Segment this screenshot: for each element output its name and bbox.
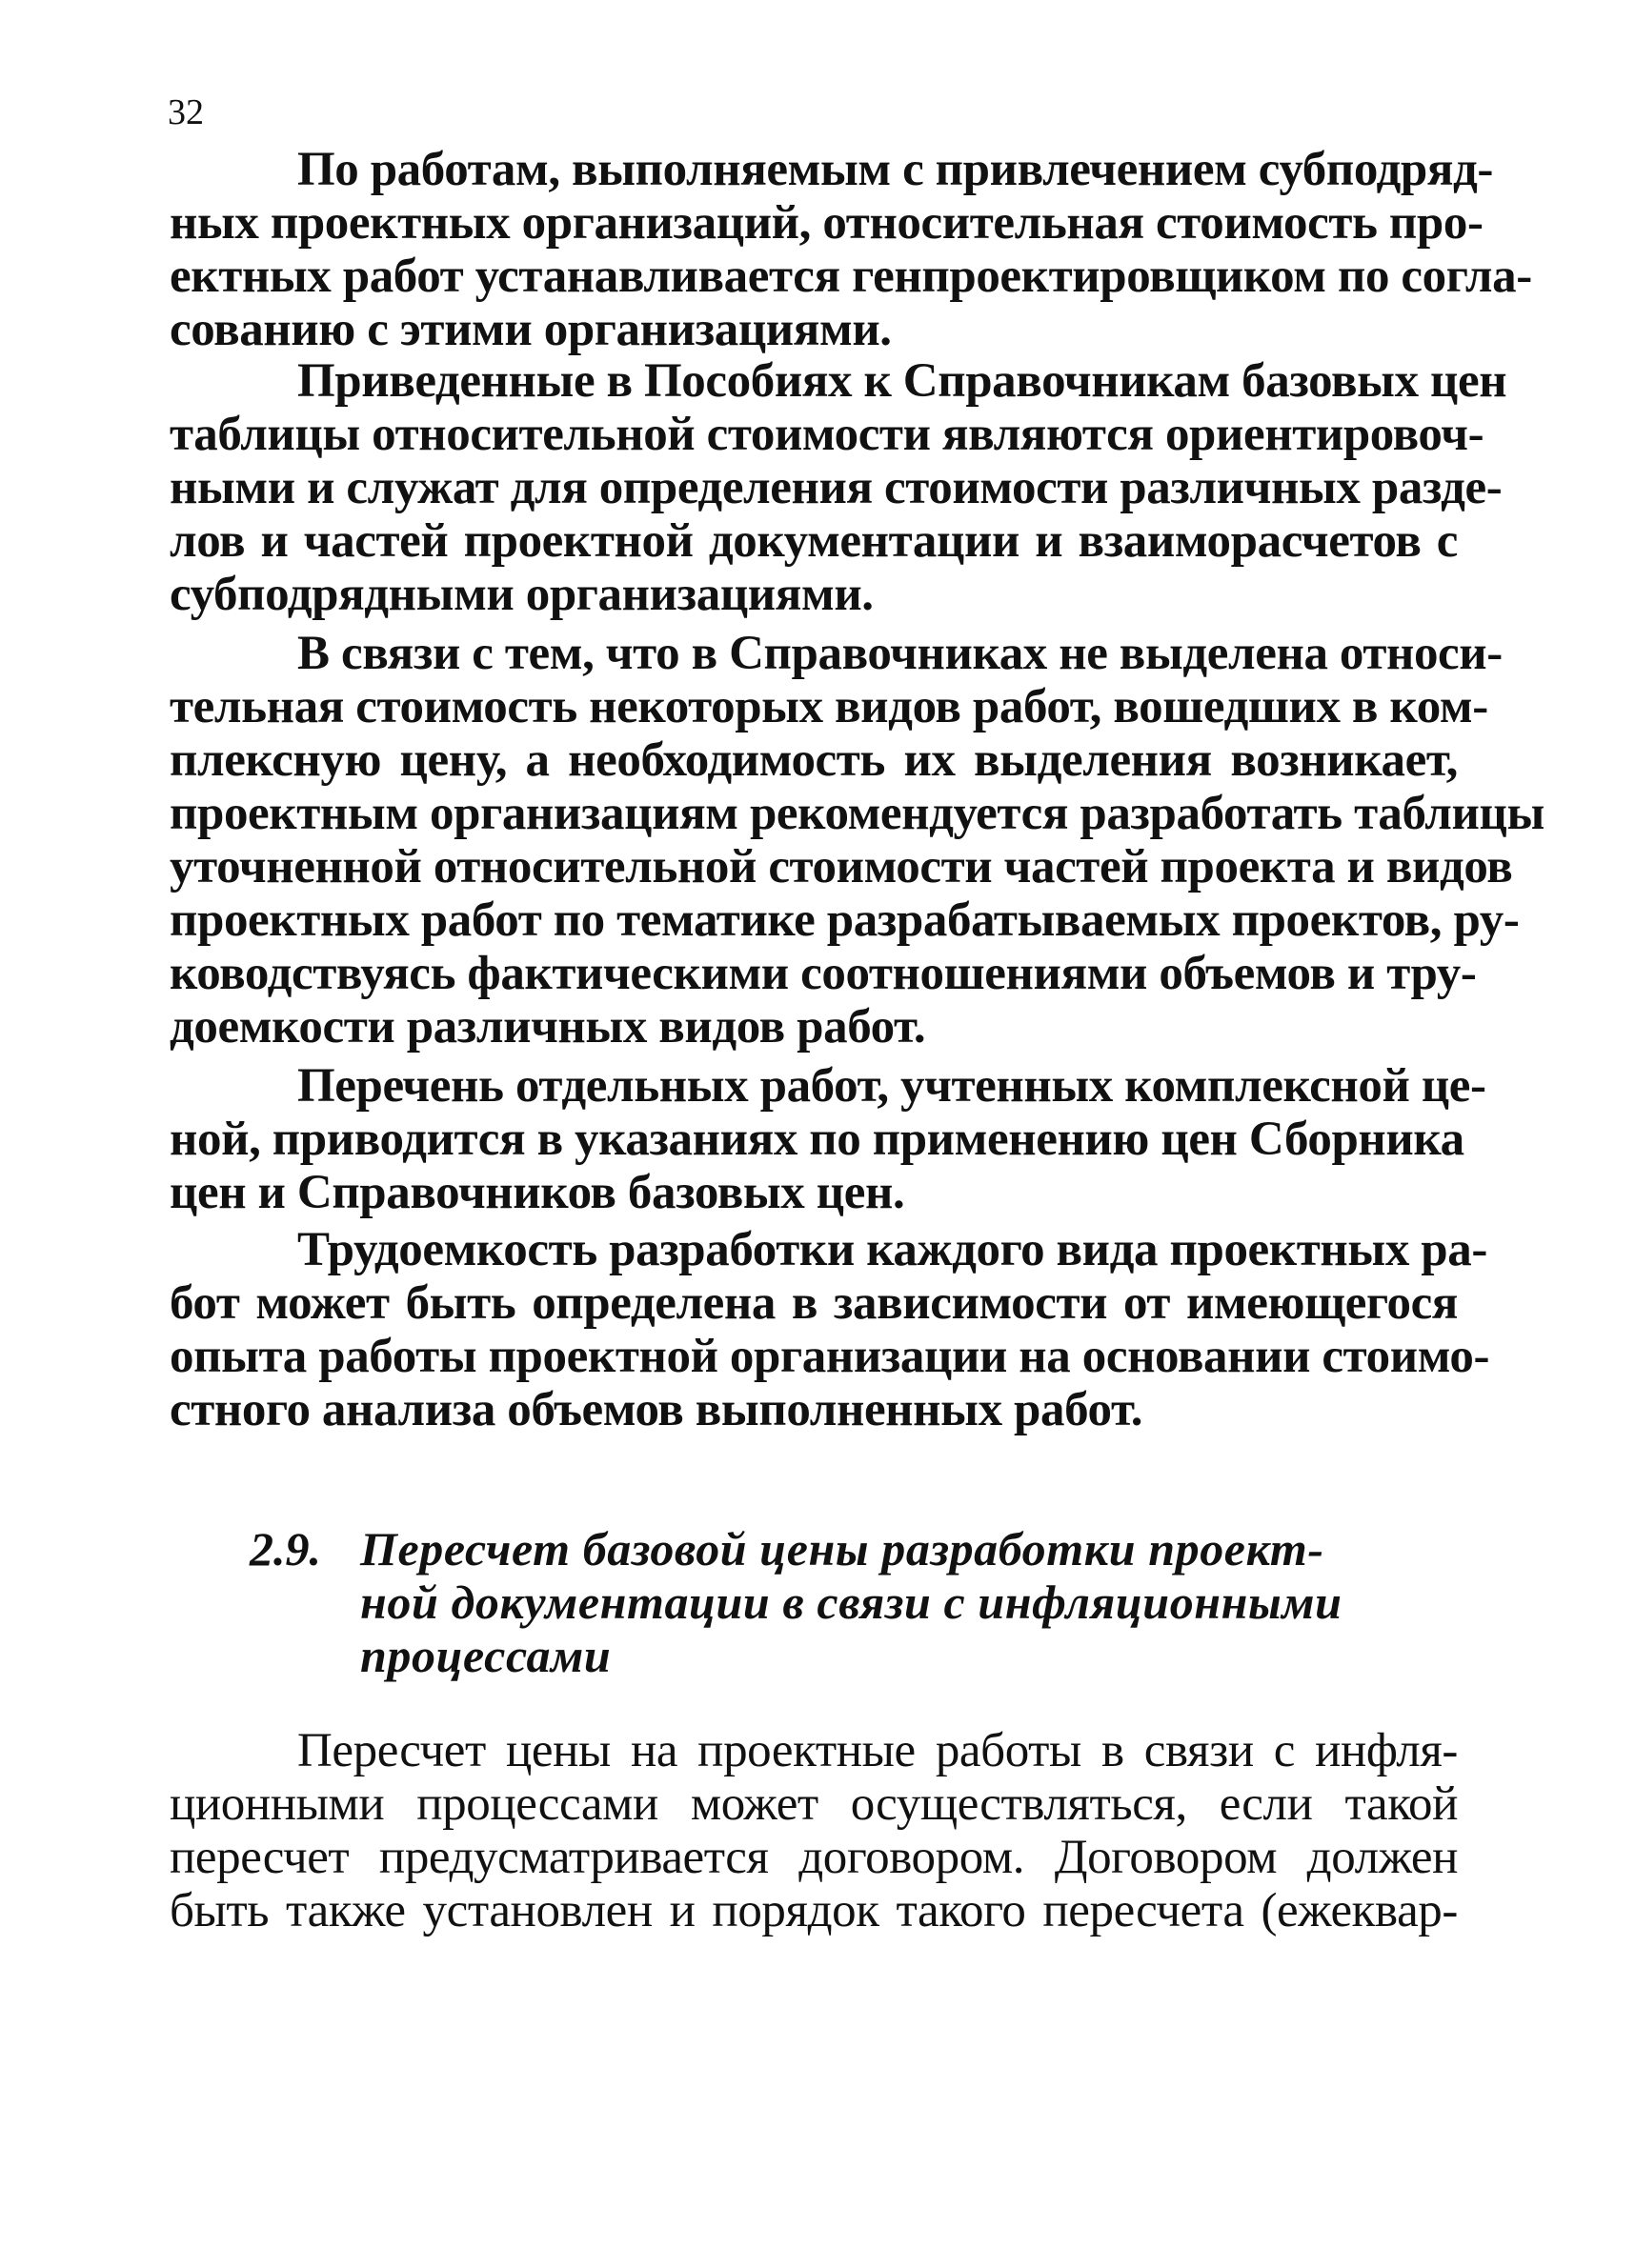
paragraph-line: Приведенные в Пособиях к Справочникам базовых цен — [297, 354, 1507, 408]
paragraph-line: проектным организациям рекомендуется разработать таблицы — [170, 787, 1544, 840]
paragraph-line: Перечень отдельных работ, учтенных комплексной це- — [297, 1059, 1486, 1113]
paragraph-line: В связи с тем, что в Справочниках не выделена относи- — [297, 627, 1503, 680]
paragraph-line: цен и Справочников базовых цен. — [170, 1166, 905, 1219]
paragraph-5 — [170, 1223, 1490, 1436]
section-title-line: Пересчет базовой цены разработки проект- — [360, 1522, 1324, 1576]
paragraph-2 — [170, 354, 1507, 621]
paragraph-line: ных проектных организаций, относительная стоимость про- — [170, 196, 1484, 250]
paragraph-line: По работам, выполняемым с привлечением субподряд- — [297, 143, 1494, 196]
paragraph-line: стного анализа объемов выполненных работ. — [170, 1383, 1143, 1436]
paragraph-line: ными и служат для определения стоимости различных разде- — [170, 461, 1503, 514]
section-number: 2.9. — [250, 1522, 321, 1576]
paragraph-4 — [170, 1059, 1486, 1219]
section-title-line: ной документации в связи с инфляционными — [360, 1576, 1342, 1629]
paragraph-line: плексную цену, а необходимость их выделения возникает, — [170, 733, 1458, 787]
paragraph-line: уточненной относительной стоимости частей проекта и видов — [170, 840, 1513, 893]
paragraph-line: тельная стоимость некоторых видов работ, вошедших в ком- — [170, 680, 1488, 733]
paragraph-line: Трудоемкость разработки каждого вида проектных ра- — [297, 1223, 1487, 1276]
paragraph-3 — [170, 627, 1544, 1054]
paragraph-line: опыта работы проектной организации на основании стоимо- — [170, 1330, 1490, 1383]
paragraph-section-body — [170, 1724, 1458, 1937]
paragraph-line: сованию с этими организациями. — [170, 303, 892, 356]
section-title — [360, 1522, 1342, 1682]
paragraph-line: Пересчет цены на проектные работы в связи с инфля- — [297, 1724, 1458, 1777]
section-title-line: процессами — [360, 1629, 612, 1682]
paragraph-line: ководствуясь фактическими соотношениями объемов и тру- — [170, 947, 1477, 1000]
paragraph-line: быть также установлен и порядок такого пересчета (ежеквар- — [170, 1884, 1458, 1937]
paragraph-line: ектных работ устанавливается генпроектировщиком по согла- — [170, 250, 1532, 303]
paragraph-line: проектных работ по тематике разрабатываемых проектов, ру- — [170, 893, 1520, 947]
paragraph-line: лов и частей проектной документации и взаиморасчетов с — [170, 514, 1458, 568]
paragraph-1 — [170, 143, 1532, 356]
page-number: 32 — [168, 92, 204, 132]
paragraph-line: ционными процессами может осуществляться, если такой — [170, 1777, 1458, 1831]
paragraph-line: ной, приводится в указаниях по применению цен Сборника — [170, 1113, 1464, 1166]
paragraph-line: доемкости различных видов работ. — [170, 1000, 926, 1054]
paragraph-line: пересчет предусматривается договором. Договором должен — [170, 1831, 1458, 1884]
paragraph-line: таблицы относительной стоимости являются ориентировоч- — [170, 408, 1484, 461]
paragraph-line: бот может быть определена в зависимости от имеющегося — [170, 1276, 1458, 1330]
paragraph-line: субподрядными организациями. — [170, 568, 874, 621]
